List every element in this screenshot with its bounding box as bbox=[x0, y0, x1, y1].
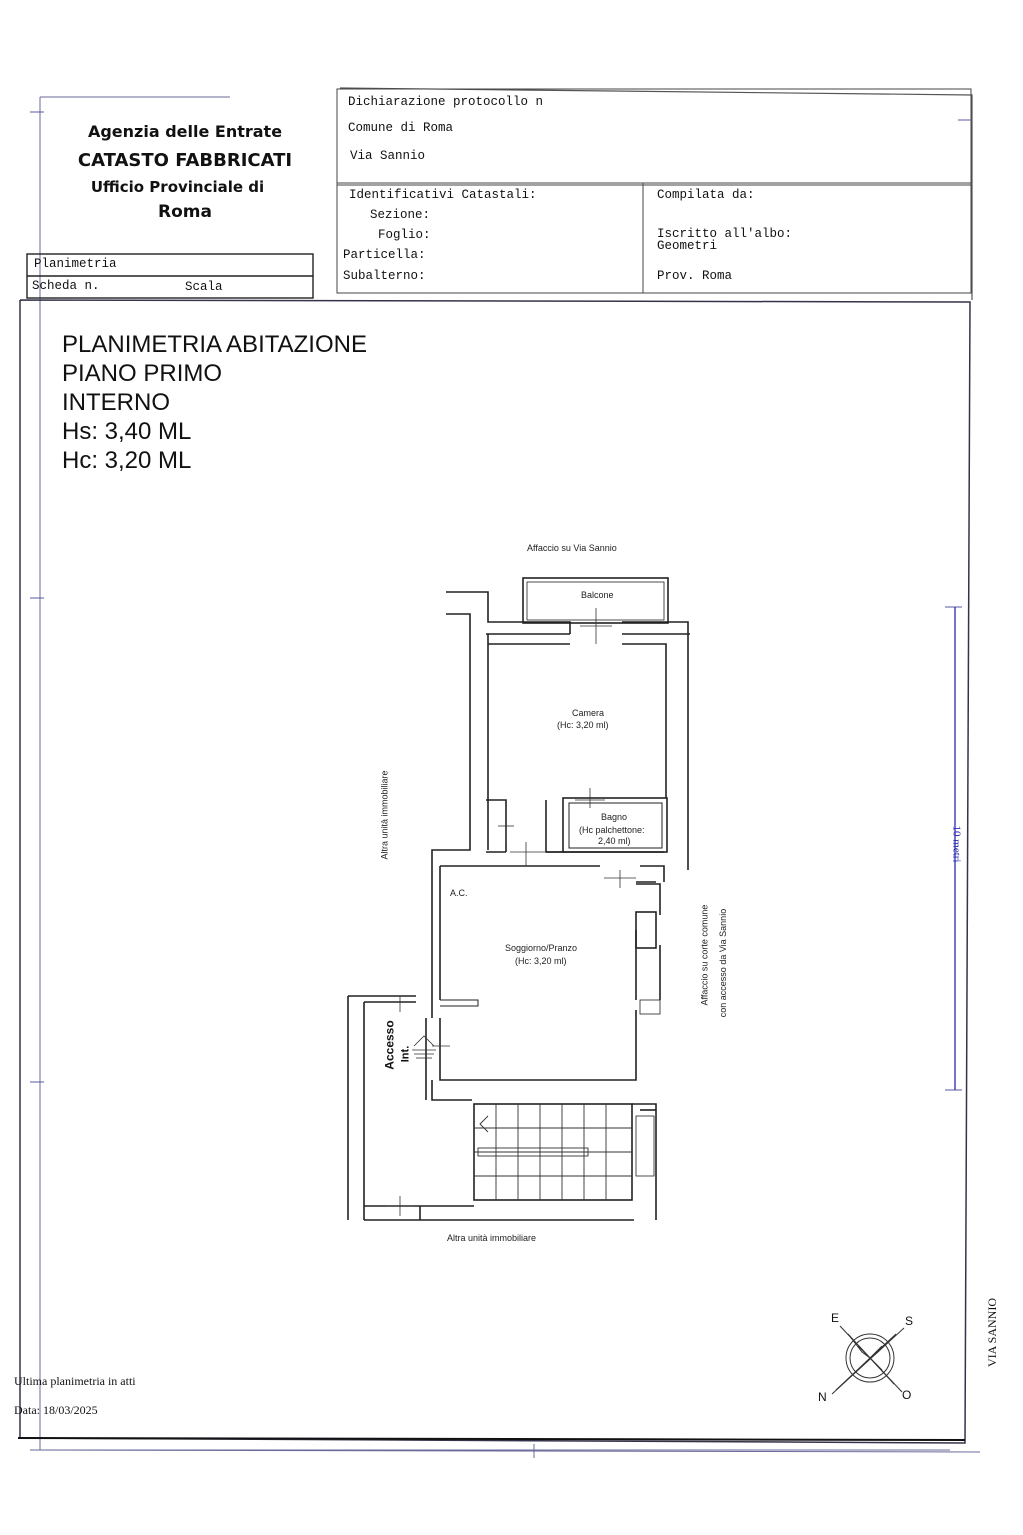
int-label: Int. bbox=[399, 1045, 412, 1063]
camera-height: (Hc: 3,20 ml) bbox=[557, 720, 609, 730]
sezione-label: Sezione: bbox=[370, 208, 431, 222]
balcone-label: Balcone bbox=[581, 590, 614, 600]
scala-label: Scala bbox=[185, 280, 223, 294]
scale-bar-label: 10 metri bbox=[950, 825, 963, 863]
albo-label: Geometri bbox=[657, 239, 718, 253]
provincia-label: Prov. Roma bbox=[657, 269, 733, 283]
affaccio-right-1: Affaccio su corte comune bbox=[699, 904, 710, 1006]
side-street-label: VIA SANNIO bbox=[985, 1298, 999, 1367]
compass-n: N bbox=[818, 1390, 827, 1404]
subalterno-label: Subalterno: bbox=[343, 269, 426, 283]
street-label: Via Sannio bbox=[350, 149, 426, 163]
identifiers-title: Identificativi Catastali: bbox=[349, 188, 537, 202]
planimetria-label: Planimetria bbox=[34, 257, 117, 271]
particella-label: Particella: bbox=[343, 248, 426, 262]
compass-o: O bbox=[902, 1388, 912, 1402]
affaccio-top-label: Affaccio su Via Sannio bbox=[527, 543, 617, 553]
altra-unita-left: Altra unità immobiliare bbox=[379, 770, 390, 860]
plan-title-hs: Hs: 3,40 ML bbox=[62, 418, 192, 445]
plan-title-hc: Hc: 3,20 ML bbox=[62, 447, 192, 474]
compass-s: S bbox=[905, 1314, 914, 1328]
scheda-label: Scheda n. bbox=[32, 279, 100, 293]
agency-name: Agenzia delle Entrate bbox=[87, 122, 283, 141]
bagno-height-1: (Hc palchettone: bbox=[579, 825, 645, 835]
plan-title-line1: PLANIMETRIA ABITAZIONE bbox=[62, 331, 367, 358]
affaccio-right-2: con accesso da Via Sannio bbox=[718, 908, 729, 1018]
bagno-label: Bagno bbox=[601, 812, 628, 822]
ac-label: A.C. bbox=[450, 888, 468, 898]
camera-label: Camera bbox=[572, 708, 605, 718]
protocol-label: Dichiarazione protocollo n bbox=[348, 95, 544, 109]
footer-data: Data: 18/03/2025 bbox=[14, 1403, 98, 1417]
soggiorno-height: (Hc: 3,20 ml) bbox=[515, 956, 567, 966]
footer-ultima: Ultima planimetria in atti bbox=[14, 1374, 136, 1388]
iscritto-label: Iscritto all'albo: bbox=[657, 227, 793, 241]
altra-unita-bottom: Altra unità immobiliare bbox=[447, 1233, 537, 1243]
foglio-label: Foglio: bbox=[378, 228, 431, 242]
catasto-title: CATASTO FABBRICATI bbox=[77, 150, 293, 171]
compilata-label: Compilata da: bbox=[657, 188, 755, 202]
plan-title-line3: INTERNO bbox=[62, 389, 170, 416]
accesso-label: Accesso bbox=[382, 1020, 397, 1070]
bagno-height-2: 2,40 ml) bbox=[598, 836, 631, 846]
compass-e: E bbox=[831, 1311, 840, 1325]
comune-label: Comune di Roma bbox=[348, 121, 454, 135]
office-label: Ufficio Provinciale di bbox=[90, 178, 265, 196]
plan-title-line2: PIANO PRIMO bbox=[62, 360, 223, 387]
soggiorno-label: Soggiorno/Pranzo bbox=[505, 943, 578, 953]
office-city: Roma bbox=[158, 202, 212, 222]
